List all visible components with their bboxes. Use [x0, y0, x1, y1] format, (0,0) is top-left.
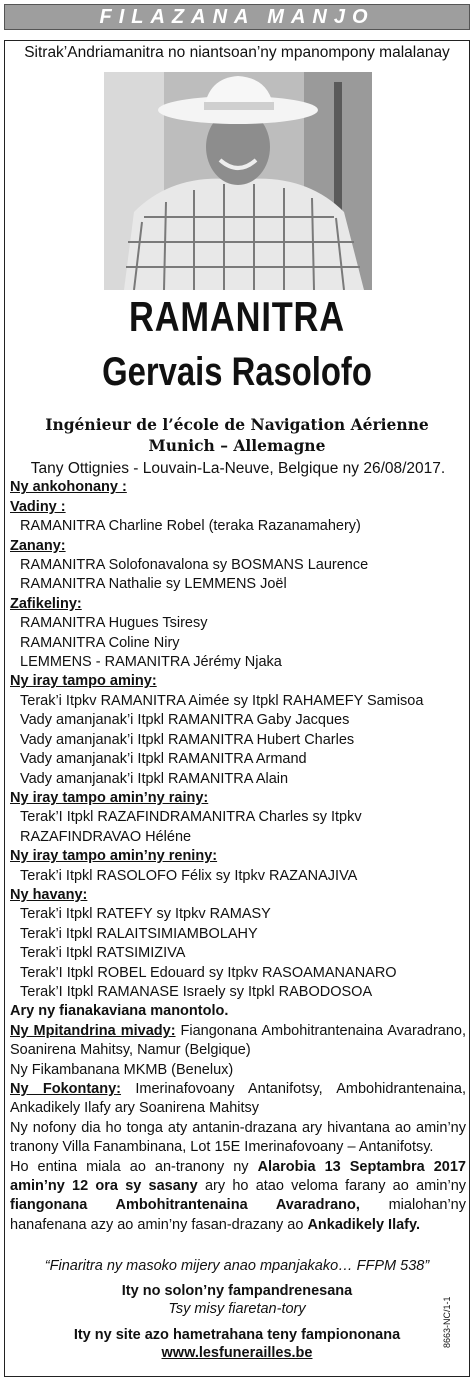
section-heading: Ny iray tampo amin’ny reniny:: [10, 848, 218, 865]
parish-text: Fiangonana Ambohitrantenaina Avaradrano, Soanirena Mahitsy, Namur (Belgique): [10, 1022, 467, 1059]
footer-condolence-info: Ity ny site azo hametrahana teny fampiononana: [73, 1327, 401, 1343]
family-member-line: Terak’i Itpkl RASOLOFO Félix sy Itpkv RAZANAJIVA: [20, 867, 358, 884]
title-line: Munich – Allemagne: [148, 436, 326, 455]
closing-quote: “Finaritra ny masoko mijery anao mpanjakako… FFPM 538”: [44, 1258, 430, 1274]
repatriation-paragraph: Ny nofony dia ho tonga aty antanin-drazana ary hivantana ao amin’ny tranony Villa Fanambinana, Lot 15E Imerinafovoany – Antanifotsy.: [10, 1119, 466, 1156]
section-heading: Ny ankohonany :: [10, 479, 127, 496]
family-member-line: RAMANITRA Hugues Tsiresy: [20, 615, 208, 632]
family-member-line: Vady amanjanak’i Itpkl RAMANITRA Hubert Charles: [20, 731, 355, 748]
family-member-line: Vady amanjanak’i Itpkl RAMANITRA Alain: [20, 770, 289, 787]
deceased-given-names: Gervais Rasolofo: [102, 350, 372, 394]
deceased-surname: RAMANITRA: [129, 293, 345, 340]
family-member-line: RAMANITRA Solofonavalona sy BOSMANS Laurence: [20, 557, 369, 574]
portrait-illustration: [104, 72, 372, 290]
deceased-title: [0, 414, 474, 456]
family-member-line: Terak’I Itpkl RAZAFINDRAMANITRA Charles sy Itpkv: [20, 809, 362, 826]
family-member-line: RAMANITRA Coline Niry: [20, 634, 180, 651]
section-heading: Zanany:: [10, 537, 66, 554]
family-sections: [10, 478, 466, 1002]
family-member-line: LEMMENS - RAMANITRA Jérémy Njaka: [20, 654, 282, 671]
section-heading: Ny havany:: [10, 886, 88, 903]
family-member-line: Terak’i Itpkl RATEFY sy Itpkv RAMASY: [20, 906, 271, 923]
notice-body: [10, 459, 466, 1235]
funeral-text-1: Ho entina miala ao an-tranony ny: [10, 1158, 258, 1175]
family-member-line: Terak’i Itpkl RALAITSIMIAMBOLAHY: [20, 925, 258, 942]
funeral-paragraph: [10, 1158, 466, 1236]
family-member-line: Terak’i Itpkl RATSIMIZIVA: [20, 945, 186, 962]
notice-header: FILAZANA MANJO: [4, 4, 470, 30]
intro-text: Sitrak’Andriamanitra no niantsoan’ny mpanompony malalanay: [24, 44, 450, 61]
funeral-date: Alarobia 13 Septambra 2017 amin’ny 12 ora sy sasany: [10, 1158, 466, 1195]
benelux-association: Ny Fikambanana MKMB (Benelux): [10, 1061, 234, 1078]
parish-paragraph: [10, 1022, 466, 1061]
place-date: Tany Ottignies - Louvain-La-Neuve, Belgique ny 26/08/2017.: [30, 460, 446, 477]
family-note: Ary ny fianakaviana manontolo.: [10, 1003, 229, 1020]
section-heading: Ny iray tampo aminy:: [10, 673, 157, 690]
family-member-line: Terak’I Itpkl RAMANASE Israely sy Itpkl RABODOSOA: [20, 983, 373, 1000]
section-heading: Zafikeliny:: [10, 595, 82, 612]
family-member-line: RAZAFINDRAVAO Héléne: [20, 828, 192, 845]
family-member-line: RAMANITRA Nathalie sy LEMMENS Joël: [20, 576, 287, 593]
burial-place: Ankadikely Ilafy.: [307, 1216, 421, 1233]
fokontany-text: Imerinafovoany Antanifotsy, Ambohidrantenaina, Ankadikely Ilafy ary Soanirena Mahitsy: [10, 1081, 467, 1117]
fokontany-label: Ny Fokontany:: [10, 1081, 122, 1097]
family-member-line: Vady amanjanak’i Itpkl RAMANITRA Armand: [20, 751, 307, 768]
section-heading: Vadiny :: [10, 498, 66, 515]
condolence-link[interactable]: www.lesfunerailles.be: [161, 1345, 313, 1361]
reference-text: 8663-NC/1-1: [442, 1296, 452, 1348]
funeral-text-3: mialohan’ny hanafenana azy ao amin’ny fasan-drazany ao: [10, 1197, 466, 1233]
funeral-text-2: ary ho atao veloma farany ao amin’ny: [197, 1178, 467, 1195]
portrait-photo: [104, 72, 372, 290]
family-member-line: RAMANITRA Charline Robel (teraka Razanamahery): [20, 518, 361, 535]
family-member-line: Terak’I Itpkl ROBEL Edouard sy Itpkv RASOAMANANARO: [20, 964, 397, 981]
footer-notice: Ity no solon’ny fampandrenesana: [121, 1283, 353, 1299]
footer-no-vigil: Tsy misy fiaretan-tory: [168, 1301, 306, 1317]
parish-label: Ny Mpitandrina mivady:: [10, 1022, 176, 1039]
section-heading: Ny iray tampo amin’ny rainy:: [10, 789, 209, 806]
family-member-line: Vady amanjanak’i Itpkl RAMANITRA Gaby Jacques: [20, 712, 350, 729]
fokontany-paragraph: [10, 1080, 466, 1119]
title-line: Ingénieur de l’école de Navigation Aérienne: [45, 415, 429, 434]
funeral-church: fiangonana Ambohitrantenaina Avaradrano,: [10, 1197, 360, 1214]
family-member-line: Terak’i Itpkv RAMANITRA Aimée sy Itpkl RAHAMEFY Samisoa: [20, 692, 424, 709]
